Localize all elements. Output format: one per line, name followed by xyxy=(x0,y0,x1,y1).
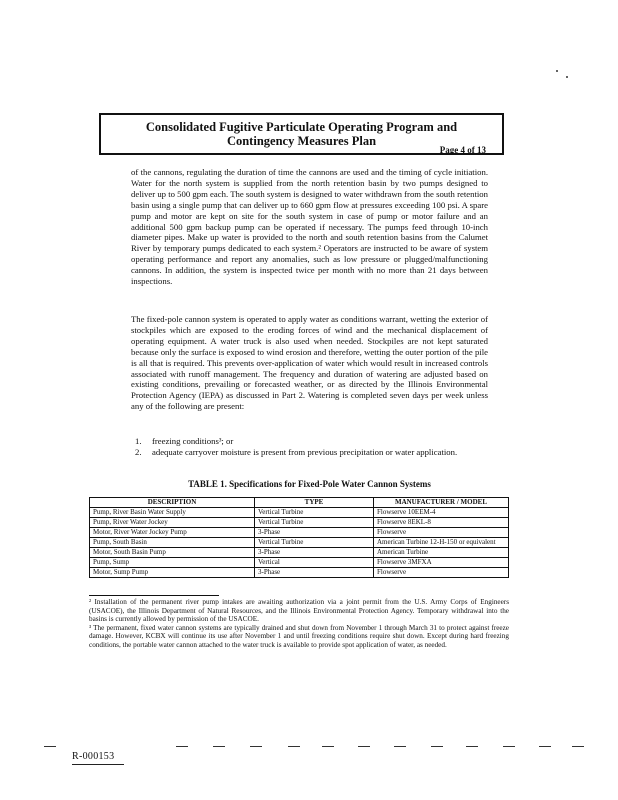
column-header-type: TYPE xyxy=(255,498,374,508)
list-item xyxy=(135,447,488,458)
footnote-3: ³ The permanent, fixed water cannon systems are typically drained and shut down from November 1 through March 31 to protect against freeze damage. However, KCBX will continue its use after November 1 and until freezing conditions require shut down. Except during hard freezing conditions, the portable water cannon attached to the water truck is available to provide spot application of water, as needed. xyxy=(89,623,509,649)
table-header-row xyxy=(90,498,509,508)
table-row xyxy=(90,568,509,578)
table-cell: Pump, South Basin xyxy=(90,538,255,548)
scan-dash xyxy=(503,746,515,747)
table-cell: 3-Phase xyxy=(255,548,374,558)
scan-dash xyxy=(322,746,334,747)
conditions-list xyxy=(135,436,488,458)
title-line-2: Contingency Measures Plan xyxy=(226,134,377,148)
table-cell: American Turbine 12-H-150 or equivalent xyxy=(374,538,509,548)
scan-dash xyxy=(288,746,300,747)
page-number: Page 4 of 13 xyxy=(439,145,486,155)
table-row xyxy=(90,528,509,538)
table-cell: Motor, River Water Jockey Pump xyxy=(90,528,255,538)
scan-dash xyxy=(358,746,370,747)
paragraph-1: of the cannons, regulating the duration of time the cannons are used and the timing of cycle initiation. Water for the north system is supplied from the north retention basin by two pumps designed to deliver up to 500 gpm each. The south system is designed to water withdrawn from the south retention basin using a single pump that can deliver up to 660 gpm flow at pressures exceeding 100 psi. A spare pump and motor are kept on site for the south system in case of pump or motor failure and an additional 500 gpm backup pump can be operated if necessary. The pumps feed through 10-inch diameter pipes. Make up water is provided to the north and south retention basins from the Calumet River by temporary pumps dedicated to each system.² Operators are instructed to be aware of system operating performance and report any anomalies, such as low pressure or plugged/malfunctioning cannons. In addition, the system is inspected twice per month with no more than 21 days between inspections. xyxy=(131,167,488,287)
paragraph-2: The fixed-pole cannon system is operated to apply water as conditions warrant, wetting the exterior of stockpiles which are exposed to the eroding forces of wind and the mechanical displacement of operating equipment. A water truck is also used when needed. Stockpiles are not kept saturated because only the surface is exposed to wind erosion and therefore, wetting the outer portion of the pile is all that is required. This prevents over-application of water which would result in increased controls associated with runoff management. The frequency and duration of watering are adjusted based on existing conditions, prevailing or forecasted weather, or as directed by the Illinois Environmental Protection Agency (IEPA) as discussed in Part 2. Watering is completed seven days per week unless any of the following are present: xyxy=(131,314,488,412)
document-title xyxy=(101,120,502,148)
footnote-divider xyxy=(89,595,219,596)
table-cell: 3-Phase xyxy=(255,568,374,578)
table-cell: Flowserve 10EEM-4 xyxy=(374,508,509,518)
table-cell: Vertical Turbine xyxy=(255,508,374,518)
table-cell: Flowserve 8EKL-8 xyxy=(374,518,509,528)
table-row xyxy=(90,518,509,528)
table-cell: Vertical xyxy=(255,558,374,568)
footnote-2: ² Installation of the permanent river pump intakes are awaiting authorization via a joint permit from the U.S. Army Corps of Engineers (USACOE), the Illinois Department of Natural Resources, and the Illinois Environmental Protection Agency. Temporary withdrawal into the basins is currently allowed by permission of the USACOE. xyxy=(89,598,509,624)
document-id: R-000153 xyxy=(72,751,115,762)
scan-dash xyxy=(394,746,406,747)
table-cell: Pump, Sump xyxy=(90,558,255,568)
scan-dash xyxy=(44,746,56,747)
column-header-manufacturer: MANUFACTURER / MODEL xyxy=(374,498,509,508)
document-id-underline xyxy=(72,764,124,765)
scan-dash xyxy=(431,746,443,747)
table-cell: Vertical Turbine xyxy=(255,538,374,548)
table-cell: Motor, South Basin Pump xyxy=(90,548,255,558)
table-cell: Motor, Sump Pump xyxy=(90,568,255,578)
table-cell: Flowserve xyxy=(374,528,509,538)
table-cell: Flowserve xyxy=(374,568,509,578)
scan-speck xyxy=(566,76,568,78)
table-cell: Pump, River Water Jockey xyxy=(90,518,255,528)
document-header xyxy=(99,113,504,155)
list-text: adequate carryover moisture is present from previous precipitation or water application. xyxy=(152,446,458,457)
table-row xyxy=(90,548,509,558)
table-cell: 3-Phase xyxy=(255,528,374,538)
title-line-1: Consolidated Fugitive Particulate Operating Program and xyxy=(145,120,458,134)
column-header-description: DESCRIPTION xyxy=(90,498,255,508)
table-cell: Vertical Turbine xyxy=(255,518,374,528)
list-number: 2. xyxy=(135,446,142,457)
scan-speck xyxy=(556,70,558,72)
table-row xyxy=(90,558,509,568)
scan-dash xyxy=(176,746,188,747)
table-cell: Flowserve 3MFXA xyxy=(374,558,509,568)
table-cell: Pump, River Basin Water Supply xyxy=(90,508,255,518)
table-row xyxy=(90,508,509,518)
list-number: 1. xyxy=(135,436,142,446)
scan-dash xyxy=(539,746,551,747)
list-item xyxy=(135,436,488,447)
footnotes xyxy=(89,598,509,650)
table-cell: American Turbine xyxy=(374,548,509,558)
table-row xyxy=(90,538,509,548)
scan-dash xyxy=(213,746,225,747)
list-text: freezing conditions³; or xyxy=(152,436,234,446)
scan-dash xyxy=(572,746,584,747)
specifications-table xyxy=(89,497,509,578)
scan-dash xyxy=(466,746,478,747)
scan-dash xyxy=(250,746,262,747)
table-title: TABLE 1. Specifications for Fixed-Pole Water Cannon Systems xyxy=(188,479,431,489)
